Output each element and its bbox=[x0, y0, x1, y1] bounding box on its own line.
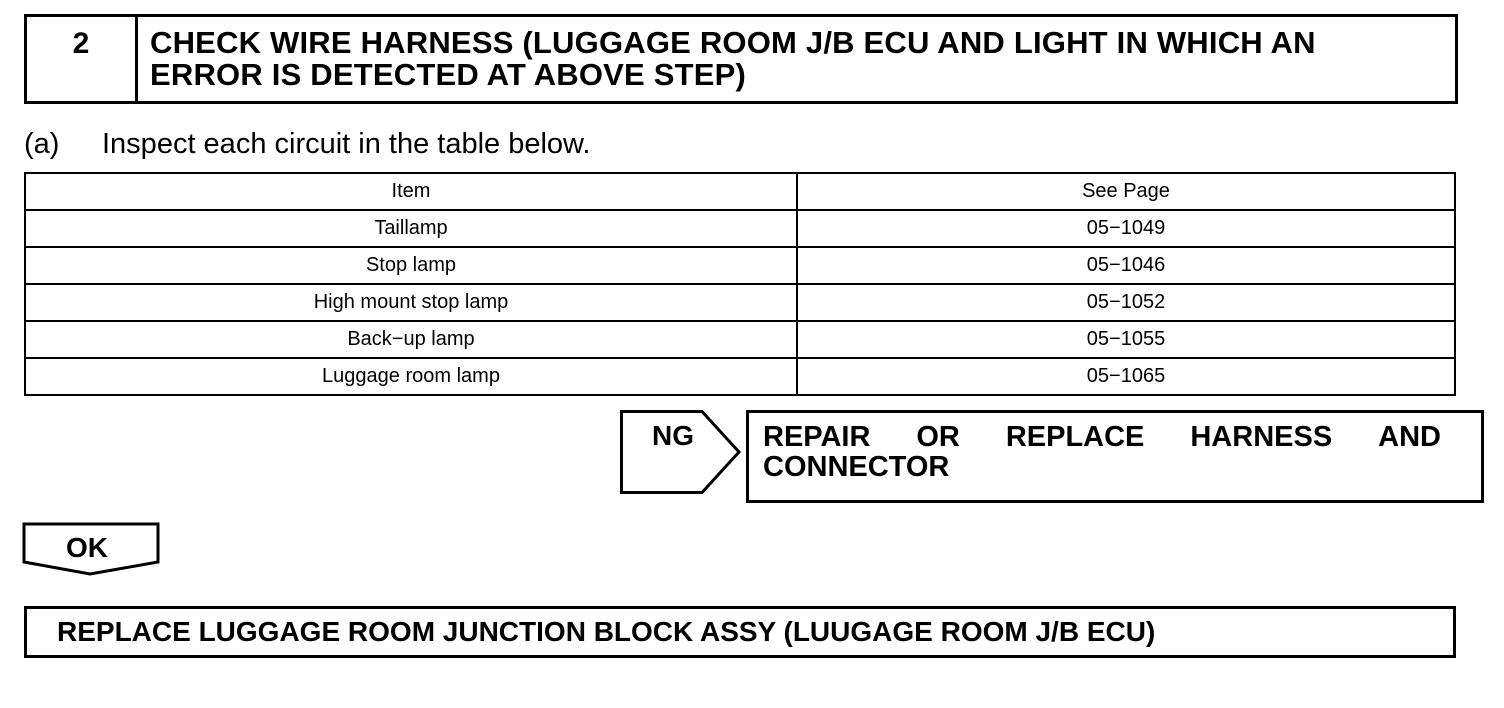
step-title-line-1: CHECK WIRE HARNESS (LUGGAGE ROOM J/B ECU AND LIGHT IN WHICH AN bbox=[150, 25, 1316, 60]
step-header bbox=[24, 14, 1458, 104]
instruction-text: Inspect each circuit in the table below. bbox=[102, 128, 591, 160]
step-title bbox=[138, 17, 1455, 101]
table-cell-page: 05−1065 bbox=[797, 358, 1455, 395]
table-cell-item: High mount stop lamp bbox=[25, 284, 797, 321]
table-cell-item: Luggage room lamp bbox=[25, 358, 797, 395]
column-header-item: Item bbox=[25, 173, 797, 210]
ng-action-word: OR bbox=[916, 421, 960, 453]
step-title-line-2: ERROR IS DETECTED AT ABOVE STEP) bbox=[150, 57, 747, 92]
ng-action-line-2: CONNECTOR bbox=[763, 451, 950, 483]
table-cell-page: 05−1052 bbox=[797, 284, 1455, 321]
ng-action-word: HARNESS bbox=[1190, 421, 1333, 453]
table-row bbox=[25, 284, 1455, 321]
table-row bbox=[25, 321, 1455, 358]
table-header-row bbox=[25, 173, 1455, 210]
ng-action-box bbox=[746, 410, 1484, 503]
ng-action-word: AND bbox=[1378, 421, 1441, 453]
ng-action-word: REPLACE bbox=[1005, 421, 1145, 453]
ng-action-line-1 bbox=[763, 422, 1441, 452]
ok-label: OK bbox=[66, 532, 108, 563]
table-cell-page: 05−1046 bbox=[797, 247, 1455, 284]
step-number: 2 bbox=[27, 17, 138, 101]
table-row bbox=[25, 247, 1455, 284]
ng-label: NG bbox=[652, 420, 694, 451]
column-header-see-page: See Page bbox=[797, 173, 1455, 210]
ng-action-word: REPAIR bbox=[763, 421, 871, 453]
table-cell-page: 05−1049 bbox=[797, 210, 1455, 247]
table-cell-item: Stop lamp bbox=[25, 247, 797, 284]
table-cell-item: Back−up lamp bbox=[25, 321, 797, 358]
final-action-box: REPLACE LUGGAGE ROOM JUNCTION BLOCK ASSY (LUUGAGE ROOM J/B ECU) bbox=[24, 606, 1456, 658]
table-cell-item: Taillamp bbox=[25, 210, 797, 247]
instruction bbox=[24, 128, 590, 161]
instruction-marker: (a) bbox=[24, 128, 60, 160]
circuit-table bbox=[24, 172, 1456, 396]
table-cell-page: 05−1055 bbox=[797, 321, 1455, 358]
table-row bbox=[25, 210, 1455, 247]
table-row bbox=[25, 358, 1455, 395]
